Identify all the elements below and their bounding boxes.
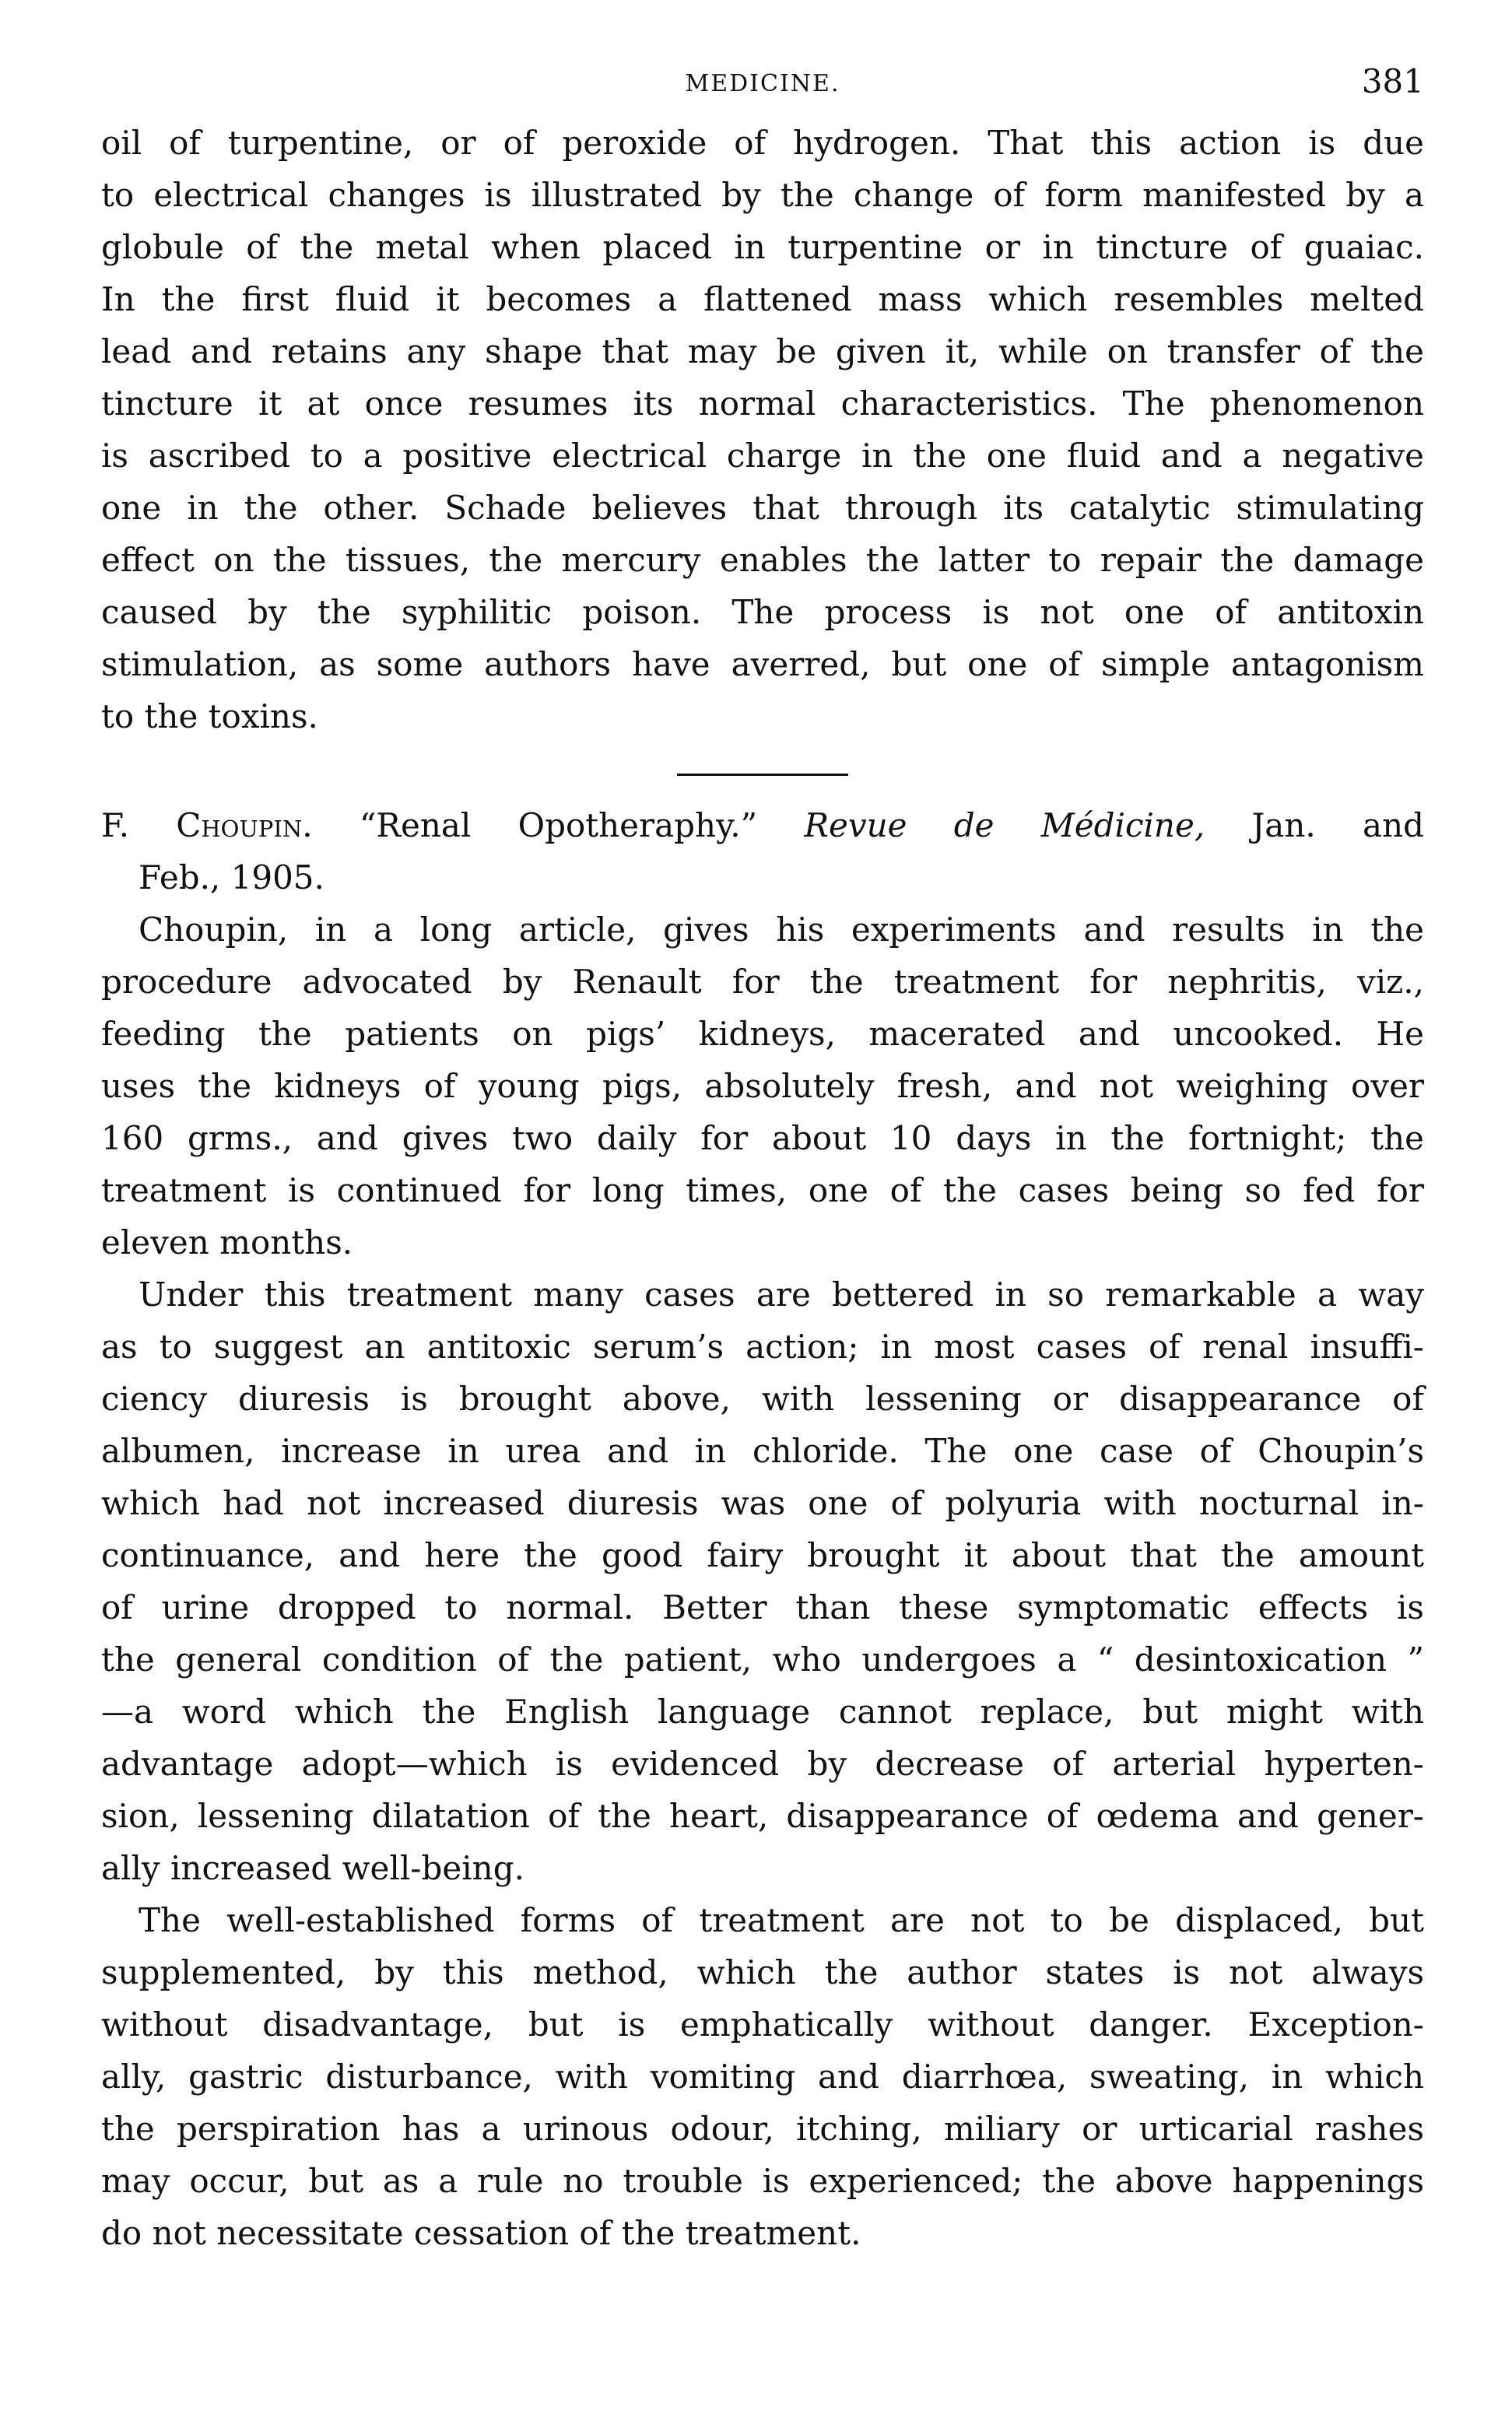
text-line: lead and retains any shape that may be given it, while on transfer of the — [101, 332, 1424, 370]
journal-name: Revue de Médicine, — [804, 806, 1205, 844]
page-number: 381 — [1361, 62, 1424, 100]
text-line: sion, lessening dilatation of the heart, disappearance of œdema and gener- — [101, 1797, 1424, 1835]
text-line: globule of the metal when placed in turpentine or in tincture of guaiac. — [101, 228, 1424, 266]
text-line: albumen, increase in urea and in chloride. The one case of Choupin’s — [101, 1432, 1424, 1470]
text-line: the perspiration has a urinous odour, itching, miliary or urticarial rashes — [101, 2110, 1424, 2148]
citation-line-1 — [101, 799, 1424, 851]
text-line: 160 grms., and gives two daily for about 10 days in the fortnight; the — [101, 1119, 1424, 1157]
text-line: stimulation, as some authors have averred, but one of simple antagonism — [101, 645, 1424, 683]
text-line: one in the other. Schade believes that through its catalytic stimulating — [101, 489, 1424, 527]
author-initial: F. — [101, 806, 129, 844]
text-line: advantage adopt—which is evidenced by decrease of arterial hyperten- — [101, 1745, 1424, 1783]
text-line: Under this treatment many cases are bettered in so remarkable a way — [139, 1275, 1424, 1314]
text-line: without disadvantage, but is emphatically without danger. Exception- — [101, 2005, 1424, 2044]
paragraph-side-effects — [101, 1894, 1424, 2259]
text-line: —a word which the English language cannot replace, but might with — [101, 1693, 1424, 1731]
citation — [101, 799, 1424, 903]
text-line: may occur, but as a rule no trouble is experienced; the above happenings — [101, 2162, 1424, 2200]
citation-date-start: Jan. and — [1251, 806, 1425, 844]
text-line: oil of turpentine, or of peroxide of hydrogen. That this action is due — [101, 124, 1424, 162]
author-name: Choupin. — [176, 806, 313, 844]
text-line: ally, gastric disturbance, with vomiting and diarrhœa, sweating, in which — [101, 2058, 1424, 2096]
text-line: as to suggest an antitoxic serum’s action; in most cases of renal insuffi- — [101, 1328, 1424, 1366]
running-head — [101, 62, 1424, 117]
text-line: uses the kidneys of young pigs, absolutely fresh, and not weighing over — [101, 1067, 1424, 1105]
paragraph-treatment-results — [101, 1268, 1424, 1894]
text-line: supplemented, by this method, which the author states is not always — [101, 1953, 1424, 1991]
citation-line-2: Feb., 1905. — [139, 858, 325, 896]
text-line: procedure advocated by Renault for the treatment for nephritis, viz., — [101, 963, 1424, 1001]
text-line: which had not increased diuresis was one of polyuria with nocturnal in- — [101, 1484, 1424, 1522]
text-line: is ascribed to a positive electrical charge in the one fluid and a negative — [101, 437, 1424, 475]
text-line: eleven months. — [101, 1223, 353, 1261]
text-line: ciency diuresis is brought above, with lessening or disappearance of — [101, 1380, 1424, 1418]
paragraph-mercury-action — [101, 117, 1424, 742]
paragraph-choupin-procedure — [101, 903, 1424, 1268]
text-line: Choupin, in a long article, gives his experiments and results in the — [139, 910, 1424, 949]
page — [101, 62, 1424, 2259]
text-line: continuance, and here the good fairy brought it about that the amount — [101, 1536, 1424, 1574]
text-line: the general condition of the patient, who undergoes a “ desintoxication ” — [101, 1640, 1424, 1679]
text-line: ally increased well-being. — [101, 1849, 524, 1887]
text-line: The well-established forms of treatment are not to be displaced, but — [139, 1901, 1424, 1939]
section-divider — [677, 774, 848, 776]
text-line: to the toxins. — [101, 697, 318, 735]
text-line: treatment is continued for long times, one of the cases being so fed for — [101, 1171, 1424, 1209]
text-line: of urine dropped to normal. Better than these symptomatic effects is — [101, 1588, 1424, 1626]
text-line: caused by the syphilitic poison. The process is not one of antitoxin — [101, 593, 1424, 631]
text-line: to electrical changes is illustrated by the change of form manifested by a — [101, 176, 1424, 214]
text-line: tincture it at once resumes its normal characteristics. The phenomenon — [101, 384, 1424, 423]
text-line: effect on the tissues, the mercury enables the latter to repair the damage — [101, 541, 1424, 579]
text-line: do not necessitate cessation of the treatment. — [101, 2214, 861, 2252]
running-title: MEDICINE. — [685, 70, 840, 97]
article-title: “Renal Opotheraphy.” — [359, 806, 758, 844]
text-line: In the first fluid it becomes a flattened mass which resembles melted — [101, 280, 1424, 318]
text-line: feeding the patients on pigs’ kidneys, macerated and uncooked. He — [101, 1015, 1424, 1053]
